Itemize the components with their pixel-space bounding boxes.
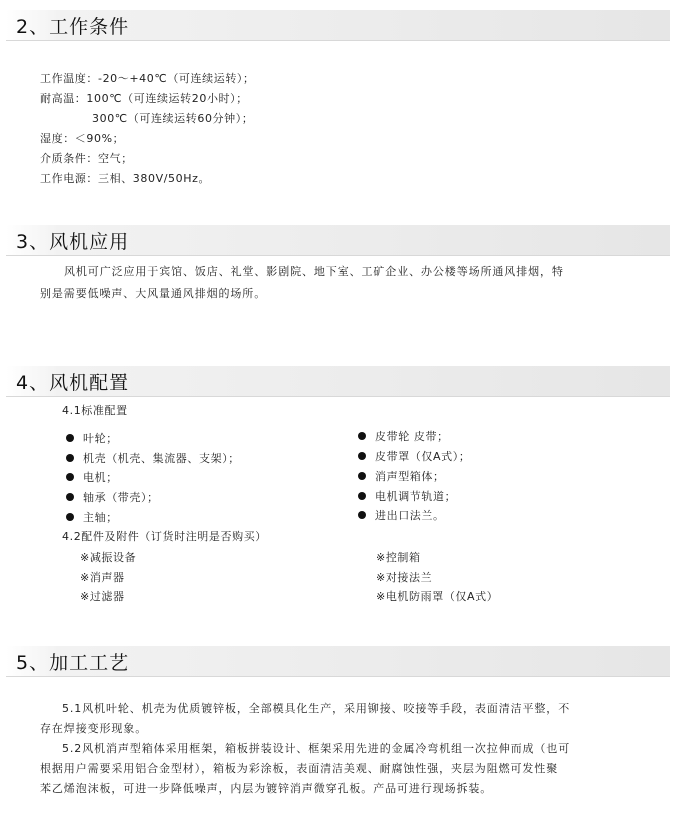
bullet-dot-icon [358, 492, 366, 500]
bullet-dot-icon [358, 511, 366, 519]
config-item: 皮带罩（仅A式）； [358, 448, 470, 464]
config-item: 机壳（机壳、集流器、支架）； [66, 450, 240, 466]
config-item: 电机； [66, 469, 118, 485]
condition-medium: 介质条件：空气； [40, 152, 133, 165]
bullet-dot-icon [66, 473, 74, 481]
section-header-2 [6, 10, 670, 41]
condition-high-temp: 耐高温：100℃（可连续运转20小时）； [40, 92, 248, 105]
bullet-dot-icon [358, 472, 366, 480]
application-paragraph-line-2: 别是需要低噪声、大风量通风排烟的场所。 [40, 287, 267, 300]
config-item: 主轴； [66, 509, 118, 525]
condition-temperature: 工作温度：-20～+40℃（可连续运转）； [40, 72, 255, 85]
section-header-3 [6, 225, 670, 256]
bullet-dot-icon [66, 493, 74, 501]
condition-high-temp-300: 300℃（可连续运转60分钟）； [92, 112, 254, 125]
condition-humidity: 湿度：＜90%； [40, 132, 125, 145]
accessory-item: ※控制箱 [376, 551, 421, 564]
section-title: 2、工作条件 [16, 15, 130, 38]
process-5-2-line-1: 5.2风机消声型箱体采用框架，箱板拼装设计、框架采用先进的金属冷弯机组一次拉伸而成（也可 [62, 742, 571, 755]
accessory-item: ※过滤器 [80, 590, 125, 603]
config-item: 进出口法兰。 [358, 507, 445, 523]
process-5-2-line-3: 苯乙烯泡沫板，可进一步降低噪声，内层为镀锌消声微穿孔板。产品可进行现场拆装。 [40, 782, 493, 795]
application-paragraph-line-1: 风机可广泛应用于宾馆、饭店、礼堂、影剧院、地下室、工矿企业、办公楼等场所通风排烟，特 [64, 265, 564, 278]
bullet-dot-icon [358, 452, 366, 460]
config-item: 电机调节轨道； [358, 488, 456, 504]
accessory-item: ※消声器 [80, 571, 125, 584]
accessories-heading: 4.2配件及附件（订货时注明是否购买） [62, 530, 267, 543]
config-item: 消声型箱体； [358, 468, 445, 484]
accessory-item: ※对接法兰 [376, 571, 433, 584]
standard-config-heading: 4.1标准配置 [62, 404, 128, 417]
bullet-dot-icon [66, 434, 74, 442]
condition-power: 工作电源：三相、380V/50Hz。 [40, 172, 211, 185]
process-5-1-line-1: 5.1风机叶轮、机壳为优质镀锌板，全部模具化生产，采用铆接、咬接等手段，表面清洁平整，不 [62, 702, 571, 715]
config-item: 皮带轮 皮带； [358, 428, 449, 444]
section-title: 5、加工工艺 [16, 651, 130, 674]
process-5-2-line-2: 根据用户需要采用铝合金型材），箱板为彩涂板，表面清洁美观、耐腐蚀性强，夹层为阻燃可发性聚 [40, 762, 559, 775]
section-header-4 [6, 366, 670, 397]
config-item: 轴承（带壳）； [66, 489, 159, 505]
section-title: 3、风机应用 [16, 230, 130, 253]
accessory-item: ※电机防雨罩（仅A式） [376, 590, 499, 603]
section-header-5 [6, 646, 670, 677]
process-5-1-line-2: 存在焊接变形现象。 [40, 722, 148, 735]
config-item: 叶轮； [66, 430, 118, 446]
bullet-dot-icon [66, 454, 74, 462]
bullet-dot-icon [358, 432, 366, 440]
bullet-dot-icon [66, 513, 74, 521]
section-title: 4、风机配置 [16, 371, 130, 394]
accessory-item: ※减振设备 [80, 551, 137, 564]
